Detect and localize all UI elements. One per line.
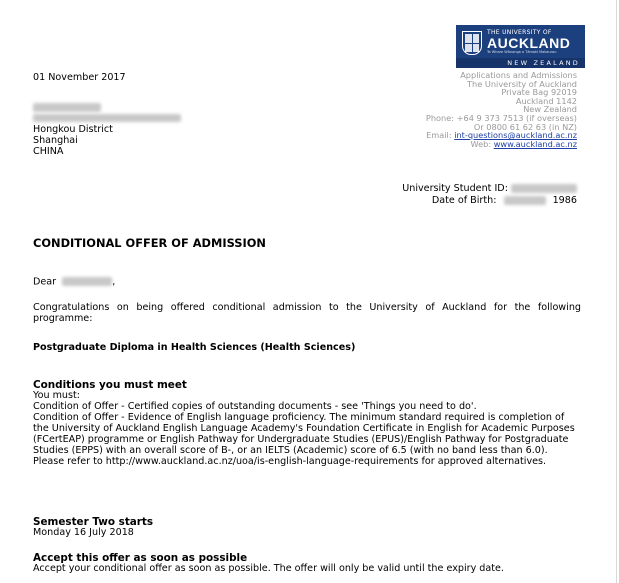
redacted-block [33,114,181,122]
dob-year: 1986 [552,195,577,206]
web-label: Web: [470,138,492,149]
conditions-heading: Conditions you must meet [33,379,187,391]
sender-dept: Applications and Admissions [460,70,577,80]
redacted-block [511,184,577,193]
salutation-end: , [112,276,116,288]
sender-phone: Phone: +64 9 373 7513 (if overseas) [425,112,577,123]
logo-line3: Te Whare Wānanga o Tāmaki Makaurau [487,50,557,54]
recipient-address [33,102,181,157]
redacted-block [33,103,101,112]
programme-name: Postgraduate Diploma in Health Sciences (Health Sciences) [33,342,356,353]
page-edge [616,0,617,583]
sender-phone2: Or 0800 61 62 63 (in NZ) [473,121,577,132]
sender-org: The University of Auckland [467,78,577,89]
sender-web-row [426,140,577,149]
accept-heading: Accept this offer as soon as possible [33,552,248,564]
sender-bag: Private Bag 92019 [501,87,577,98]
recipient-district: Hongkou District [33,124,113,135]
student-id-label: University Student ID: [402,183,508,194]
dob-label: Date of Birth: [431,195,497,206]
intro-paragraph: Congratulations on being offered conditional admission to the University of Auckland for the following programme: [33,302,581,324]
recipient-street-redacted [33,113,181,124]
web-link[interactable]: www.auckland.ac.nz [493,138,577,149]
email-label: Email: [426,130,452,141]
accept-text: Accept your conditional offer as soon as possible. The offer will only be valid until the expiry date. [33,563,504,574]
recipient-city: Shanghai [33,135,78,146]
condition-2: Condition of Offer - Evidence of English language proficiency. The minimum standard required is completion of the University of Auckland English Language Academy's Foundation Certificate in English for Academic Purposes (FCertEAP) programme or English Pathway for Undergraduate Studies (EPUS)/English Pathway for Postgraduate Studies (EPPS) with an overall score of B-, or an IELTS (Academic) score of 6.5 (with no band less than 6.0). Please refer to http://www.auckland.ac.nz/uoa/is-english-language-requirements for approved alternatives. [33,412,575,467]
semester-date: Monday 16 July 2018 [33,527,134,538]
university-logo [456,25,585,68]
sender-city: Auckland 1142 [515,95,577,106]
logo-line2: AUCKLAND [487,35,571,51]
page-title: CONDITIONAL OFFER OF ADMISSION [33,236,266,250]
salutation-line [33,277,115,288]
crest-icon [462,31,482,55]
semester-heading: Semester Two starts [33,516,154,528]
dob-row [402,195,577,207]
logo-line1: THE UNIVERSITY OF [487,29,552,36]
student-identifiers [402,183,577,207]
you-must: You must: [33,390,81,401]
redacted-block [504,196,546,205]
recipient-name-redacted [33,102,181,113]
condition-1: Condition of Offer - Certified copies of outstanding documents - see 'Things you need to do'. [33,401,477,412]
sender-country: New Zealand [523,104,577,115]
logo-band: NEW ZEALAND [456,58,585,68]
student-id-row [402,183,577,195]
redacted-block [62,277,112,286]
salutation: Dear [33,276,57,288]
email-link[interactable]: int-questions@auckland.ac.nz [454,130,577,141]
sender-address [426,71,577,148]
recipient-country: CHINA [33,146,64,157]
letter-date: 01 November 2017 [33,72,126,83]
